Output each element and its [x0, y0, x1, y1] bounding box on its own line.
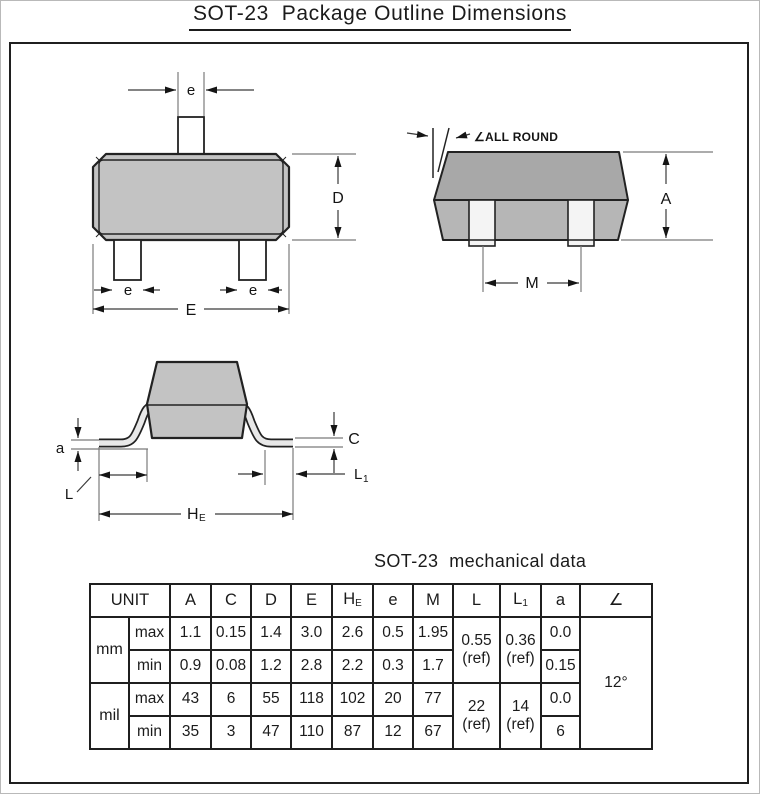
cell-mm-max-e: 0.5	[373, 617, 413, 650]
cell-mm-max-A: 1.1	[170, 617, 211, 650]
L-dimension	[65, 447, 147, 521]
bottom-pin-left	[114, 240, 141, 280]
front-view-figure	[407, 128, 713, 292]
cell-mm-max-D: 1.4	[251, 617, 291, 650]
table-title: SOT-23 mechanical data	[374, 551, 587, 571]
table-row-mil-min	[90, 716, 652, 749]
dim-label-M: M	[525, 275, 539, 292]
M-dimension	[483, 246, 581, 292]
unit-mm: mm	[90, 617, 129, 683]
table-row-mm-max	[90, 617, 652, 650]
top-pin	[178, 117, 204, 155]
cell-mil-min-a: 6	[541, 716, 580, 749]
header-A: A	[170, 584, 211, 617]
cell-mm-max-M: 1.95	[413, 617, 453, 650]
cell-mil-min-E: 110	[291, 716, 332, 749]
limit-label: max	[129, 617, 170, 650]
header-HE: $H_E$	[332, 584, 373, 617]
cell-mil-min-M: 67	[413, 716, 453, 749]
dim-label-L1: L	[354, 466, 363, 483]
header-M: M	[413, 584, 453, 617]
table-row-mil-max	[90, 683, 652, 716]
header-a: a	[541, 584, 580, 617]
package-top-face	[434, 152, 628, 200]
HE-dimension	[99, 506, 293, 524]
cell-mm-max-a: 0.0	[541, 617, 580, 650]
dim-label-e-right: e	[248, 282, 258, 299]
cell-mm-min-a: 0.15	[541, 650, 580, 683]
A-dimension	[621, 152, 713, 240]
cell-mil-min-HE: 87	[332, 716, 373, 749]
dim-label-HE: H	[187, 506, 199, 523]
cell-mil-min-e: 12	[373, 716, 413, 749]
cell-mm-min-E: 2.8	[291, 650, 332, 683]
front-pin-right	[568, 200, 594, 246]
dim-label-L: L	[64, 486, 74, 503]
header-L1: $L_1$	[500, 584, 541, 617]
package-body-side-view	[147, 362, 247, 438]
page-header	[0, 2, 760, 31]
side-view-figure	[56, 362, 369, 524]
header-D: D	[251, 584, 291, 617]
cell-mm-min-e: 0.3	[373, 650, 413, 683]
cell-mil-max-a: 0.0	[541, 683, 580, 716]
cell-mil-max-D: 55	[251, 683, 291, 716]
table-header-row	[90, 584, 652, 617]
cell-mm-min-D: 1.2	[251, 650, 291, 683]
cell-mm-max-HE: 2.6	[332, 617, 373, 650]
bottom-pin-right	[239, 240, 266, 280]
cell-mil-min-A: 35	[170, 716, 211, 749]
cell-mm-min-A: 0.9	[170, 650, 211, 683]
cell-mm-min-M: 1.7	[413, 650, 453, 683]
header-C: C	[211, 584, 251, 617]
angle-pointer-right	[456, 134, 470, 138]
angle-pointer-left	[407, 133, 428, 136]
cell-mil-max-M: 77	[413, 683, 453, 716]
cell-mm-min-C: 0.08	[211, 650, 251, 683]
cell-mil-max-A: 43	[170, 683, 211, 716]
unit-mil: mil	[90, 683, 129, 749]
dim-label-E: E	[185, 302, 197, 319]
dim-label-e-top: e	[186, 82, 196, 99]
limit-label: max	[129, 683, 170, 716]
package-body-top-view	[93, 154, 289, 240]
C-dimension	[295, 412, 360, 473]
dim-label-D: D	[332, 190, 344, 207]
cell-mm-max-E: 3.0	[291, 617, 332, 650]
cell-mil-max-E: 118	[291, 683, 332, 716]
cell-mil-L-ref: 22 (ref)	[453, 683, 500, 749]
dim-label-a: a	[55, 440, 65, 457]
cell-mil-max-C: 6	[211, 683, 251, 716]
dim-label-L1-sub: 1	[363, 474, 369, 485]
limit-label: min	[129, 650, 170, 683]
cell-mil-L1-ref: 14 (ref)	[500, 683, 541, 749]
e-left-pin-dimension	[94, 282, 160, 299]
all-round-note: ∠ALL ROUND	[474, 130, 559, 144]
package-front-face	[434, 200, 628, 240]
header-angle: ∠	[580, 584, 652, 617]
cell-mm-max-C: 0.15	[211, 617, 251, 650]
cell-mil-max-e: 20	[373, 683, 413, 716]
header-unit: UNIT	[90, 584, 170, 617]
dim-label-e-left: e	[123, 282, 133, 299]
header-e: e	[373, 584, 413, 617]
header-E: E	[291, 584, 332, 617]
L1-dimension	[238, 448, 369, 520]
cell-mil-max-HE: 102	[332, 683, 373, 716]
dim-label-HE-sub: E	[199, 513, 206, 524]
cell-mm-L-ref: 0.55 (ref)	[453, 617, 500, 683]
D-dimension	[292, 154, 356, 240]
page-title: SOT-23 Package Outline Dimensions	[189, 2, 571, 31]
cell-mm-L1-ref: 0.36 (ref)	[500, 617, 541, 683]
mechanical-data-table	[89, 583, 653, 750]
e-right-pin-dimension	[220, 282, 282, 299]
header-L: L	[453, 584, 500, 617]
limit-label: min	[129, 716, 170, 749]
package-drawings	[11, 44, 753, 574]
cell-angle: 12°	[580, 617, 652, 749]
dim-label-C: C	[348, 431, 360, 448]
cell-mil-min-C: 3	[211, 716, 251, 749]
table-row-mm-min	[90, 650, 652, 683]
cell-mil-min-D: 47	[251, 716, 291, 749]
drawing-frame	[9, 42, 749, 784]
top-view-figure	[93, 72, 356, 319]
front-pin-left	[469, 200, 495, 246]
cell-mm-min-HE: 2.2	[332, 650, 373, 683]
e-top-dimension	[128, 72, 254, 116]
dim-label-A: A	[660, 191, 672, 208]
